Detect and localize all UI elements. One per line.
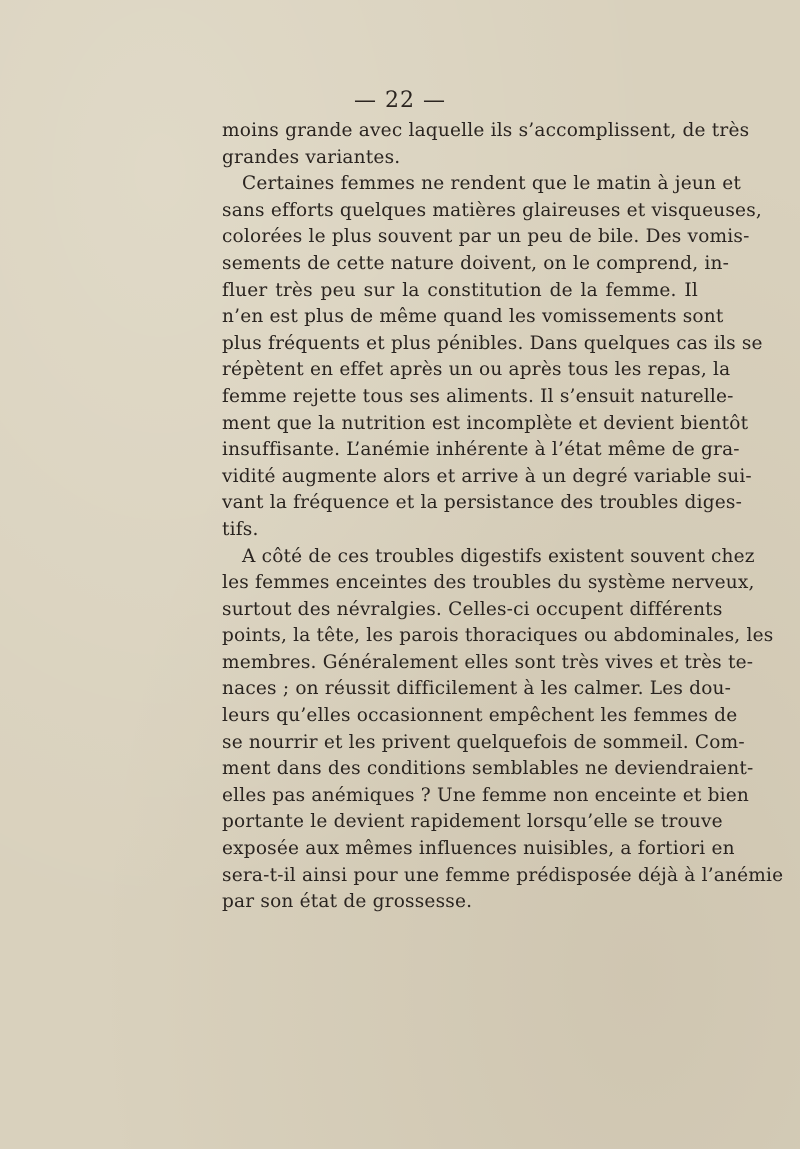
text-line: sera-t-il ainsi pour une femme prédisposée déjà à l’anémie [222, 864, 784, 886]
text-line: n’en est plus de même quand les vomissements sont [222, 306, 724, 328]
text-line: elles pas anémiques ? Une femme non enceinte et bien [222, 784, 750, 806]
text-line: leurs qu’elles occasionnent empêchent les femmes de [222, 705, 738, 727]
text-line: fluer très peu sur la constitution de la femme. Il [222, 279, 698, 301]
text-line: répètent en effet après un ou après tous les repas, la [222, 359, 731, 381]
text-line: grandes variantes. [222, 146, 401, 168]
text-line: femme rejette tous ses aliments. Il s’ensuit naturelle- [222, 385, 734, 407]
text-line: sans efforts quelques matières glaireuses et visqueuses, [222, 199, 762, 221]
text-line: ment dans des conditions semblables ne deviendraient- [222, 758, 754, 780]
text-line: vant la fréquence et la persistance des troubles diges- [222, 492, 743, 514]
text-line: moins grande avec laquelle ils s’accomplissent, de très [222, 120, 750, 141]
text-line: membres. Généralement elles sont très vives et très te- [222, 651, 754, 673]
text-line: Certaines femmes ne rendent que le matin à jeun et [242, 173, 741, 195]
text-line: sements de cette nature doivent, on le comprend, in- [222, 252, 730, 274]
text-line: vidité augmente alors et arrive à un degré variable sui- [222, 465, 752, 487]
paragraph-2 [222, 171, 763, 543]
paragraph-1 [222, 118, 750, 171]
text-line: colorées le plus souvent par un peu de bile. Des vomis- [222, 226, 750, 248]
text-line: portante le devient rapidement lorsqu’elle se trouve [222, 811, 723, 833]
text-line: se nourrir et les privent quelquefois de sommeil. Com- [222, 731, 745, 753]
text-line: points, la tête, les parois thoraciques ou abdominales, les [222, 625, 774, 647]
text-line: surtout des névralgies. Celles-ci occupent différents [222, 598, 723, 620]
text-line: plus fréquents et plus pénibles. Dans quelques cas ils se [222, 332, 763, 354]
text-line: exposée aux mêmes influences nuisibles, a fortiori en [222, 838, 735, 860]
page-number: — 22 — [354, 88, 446, 113]
paragraph-3 [222, 544, 784, 916]
text-line: tifs. [222, 518, 259, 540]
text-line: par son état de grossesse. [222, 891, 473, 913]
text-line: ment que la nutrition est incomplète et devient bientôt [222, 412, 749, 434]
body-text [222, 118, 784, 916]
text-line: A côté de ces troubles digestifs existent souvent chez [242, 545, 755, 567]
text-line: naces ; on réussit difficilement à les calmer. Les dou- [222, 678, 732, 700]
text-line: les femmes enceintes des troubles du système nerveux, [222, 572, 755, 594]
text-line: insuffisante. L’anémie inhérente à l’état même de gra- [222, 439, 740, 461]
